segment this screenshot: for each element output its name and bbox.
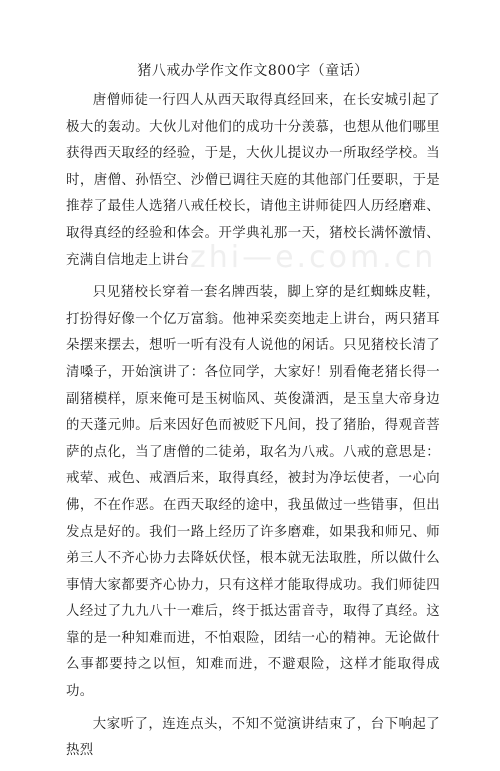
document-title: 猪八戒办学作文作文800字（童话）	[137, 63, 369, 79]
paragraph-3: 大家听了，连连点头，不知不觉演讲结束了，台下响起了热烈	[66, 716, 440, 759]
paragraph-2: 只见猪校长穿着一套名牌西装，脚上穿的是红蜘蛛皮鞋，打扮得好像一个亿万富翁。他神采奕奕地走上讲台，两只猪耳朵摆来摆去，想听一听有没有人说他的闲话。只见猪校长清了清嗓子，开始演讲了：各位同学，大家好！别看俺老猪长得一副猪模样，原来俺可是玉树临风、英俊潇洒，是玉皇大帝身边的天蓬元帅。后来因好色而被贬下凡间，投了猪胎，得观音菩萨的点化，当了唐僧的二徒弟，取名为八戒。八戒的意思是：戒荤、戒色、戒酒后来，取得真经，被封为净坛使者，一心向佛，不在作恶。在西天取经的途中，我虽做过一些错事，但出发点是好的。我们一路上经历了许多磨难，如果我和师兄、师弟三人不齐心协力去降妖伏怪，根本就无法取胜，所以做什么事情大家都要齐心协力，只有这样才能取得成功。我们师徒四人经过了九九八十一难后，终于抵达雷音寺，取得了真经。这靠的是一种知难而进，不怕艰险，团结一心的精神。无论做什么事都要持之以恒，知难而进，不避艰险，这样才能取得成功。	[66, 285, 440, 700]
document-page	[66, 60, 440, 771]
paragraph-1: 唐僧师徒一行四人从西天取得真经回来，在长安城引起了极大的轰动。大伙儿对他们的成功十分羡慕，也想从他们哪里获得西天取经的经验，于是，大伙儿提议办一所取经学校。当时，唐僧、孙悟空、沙僧已调往天庭的其他部门任要职，于是推荐了最佳人选猪八戒任校长，请他主讲师徒四人历经磨难、取得真经的经验和体会。开学典礼那一天，猪校长满怀激情、充满自信地走上讲台	[66, 93, 440, 268]
watermark: zhi—e.com.cn	[190, 240, 437, 275]
